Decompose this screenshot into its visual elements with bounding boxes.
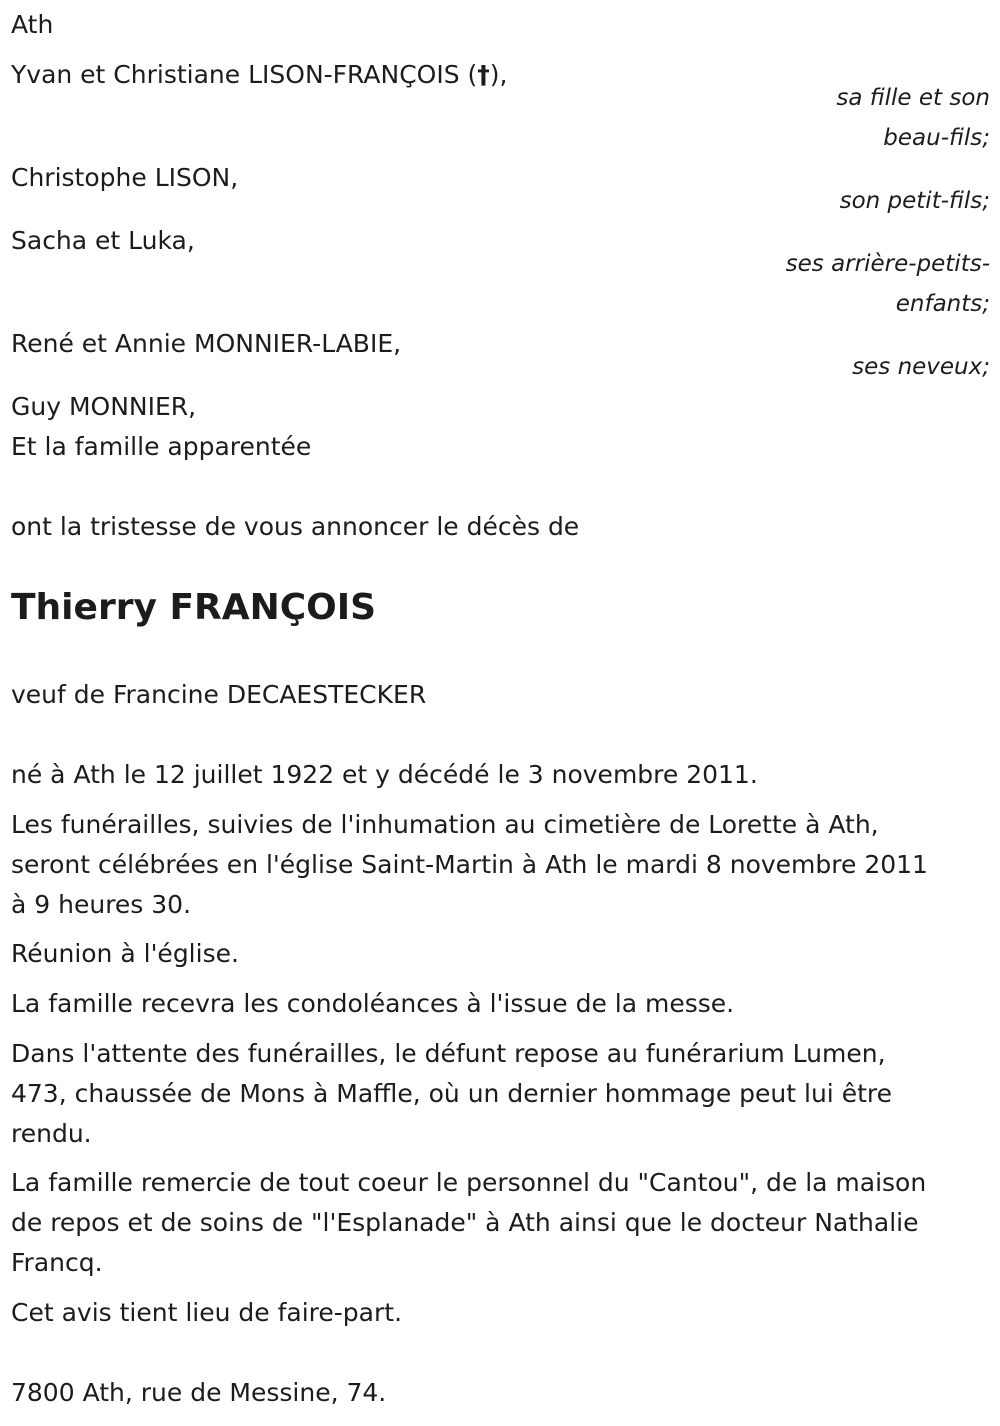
location-header: Ath	[11, 10, 54, 39]
deceased-name: Thierry FRANÇOIS	[11, 587, 377, 628]
cross-icon: †	[477, 60, 490, 89]
family-relation-1b: beau-fils;	[883, 125, 990, 151]
family-relation-3a: ses arrière-petits-	[785, 251, 990, 277]
repose-line-1: Dans l'attente des funérailles, le défunt repose au funérarium Lumen,	[11, 1039, 886, 1068]
family-relation-3b: enfants;	[895, 291, 990, 317]
address-text: 7800 Ath, rue de Messine, 74.	[11, 1378, 387, 1407]
family-name-6: Et la famille apparentée	[11, 432, 312, 461]
funeral-line-1: Les funérailles, suivies de l'inhumation au cimetière de Lorette à Ath,	[11, 810, 879, 839]
family-name-3: Sacha et Luka,	[11, 226, 195, 255]
funeral-line-3: à 9 heures 30.	[11, 890, 192, 919]
family-relation-2: son petit-fils;	[839, 188, 990, 214]
meeting-text: Réunion à l'église.	[11, 939, 239, 968]
family-relation-1a: sa fille et son	[836, 85, 990, 111]
announcement-text: ont la tristesse de vous annoncer le décès de	[11, 512, 580, 541]
thanks-line-1: La famille remercie de tout coeur le personnel du "Cantou", de la maison	[11, 1168, 927, 1197]
condolences-text: La famille recevra les condoléances à l'issue de la messe.	[11, 989, 735, 1018]
family-name-1-part-b: ),	[489, 60, 508, 89]
family-name-1-part-a: Yvan et Christiane LISON-FRANÇOIS (	[11, 60, 478, 89]
notice-text: Cet avis tient lieu de faire-part.	[11, 1298, 403, 1327]
birth-death-text: né à Ath le 12 juillet 1922 et y décédé le 3 novembre 2011.	[11, 760, 758, 789]
family-name-5: Guy MONNIER,	[11, 392, 197, 421]
family-name-1	[11, 55, 508, 95]
thanks-line-2: de repos et de soins de "l'Esplanade" à Ath ainsi que le docteur Nathalie	[11, 1208, 919, 1237]
repose-line-3: rendu.	[11, 1119, 92, 1148]
funeral-line-2: seront célébrées en l'église Saint-Martin à Ath le mardi 8 novembre 2011	[11, 850, 928, 879]
family-name-4: René et Annie MONNIER-LABIE,	[11, 329, 402, 358]
repose-line-2: 473, chaussée de Mons à Maffle, où un dernier hommage peut lui être	[11, 1079, 892, 1108]
thanks-line-3: Francq.	[11, 1248, 103, 1277]
family-relation-4: ses neveux;	[852, 354, 990, 380]
family-name-2: Christophe LISON,	[11, 163, 239, 192]
spouse-text: veuf de Francine DECAESTECKER	[11, 680, 427, 709]
